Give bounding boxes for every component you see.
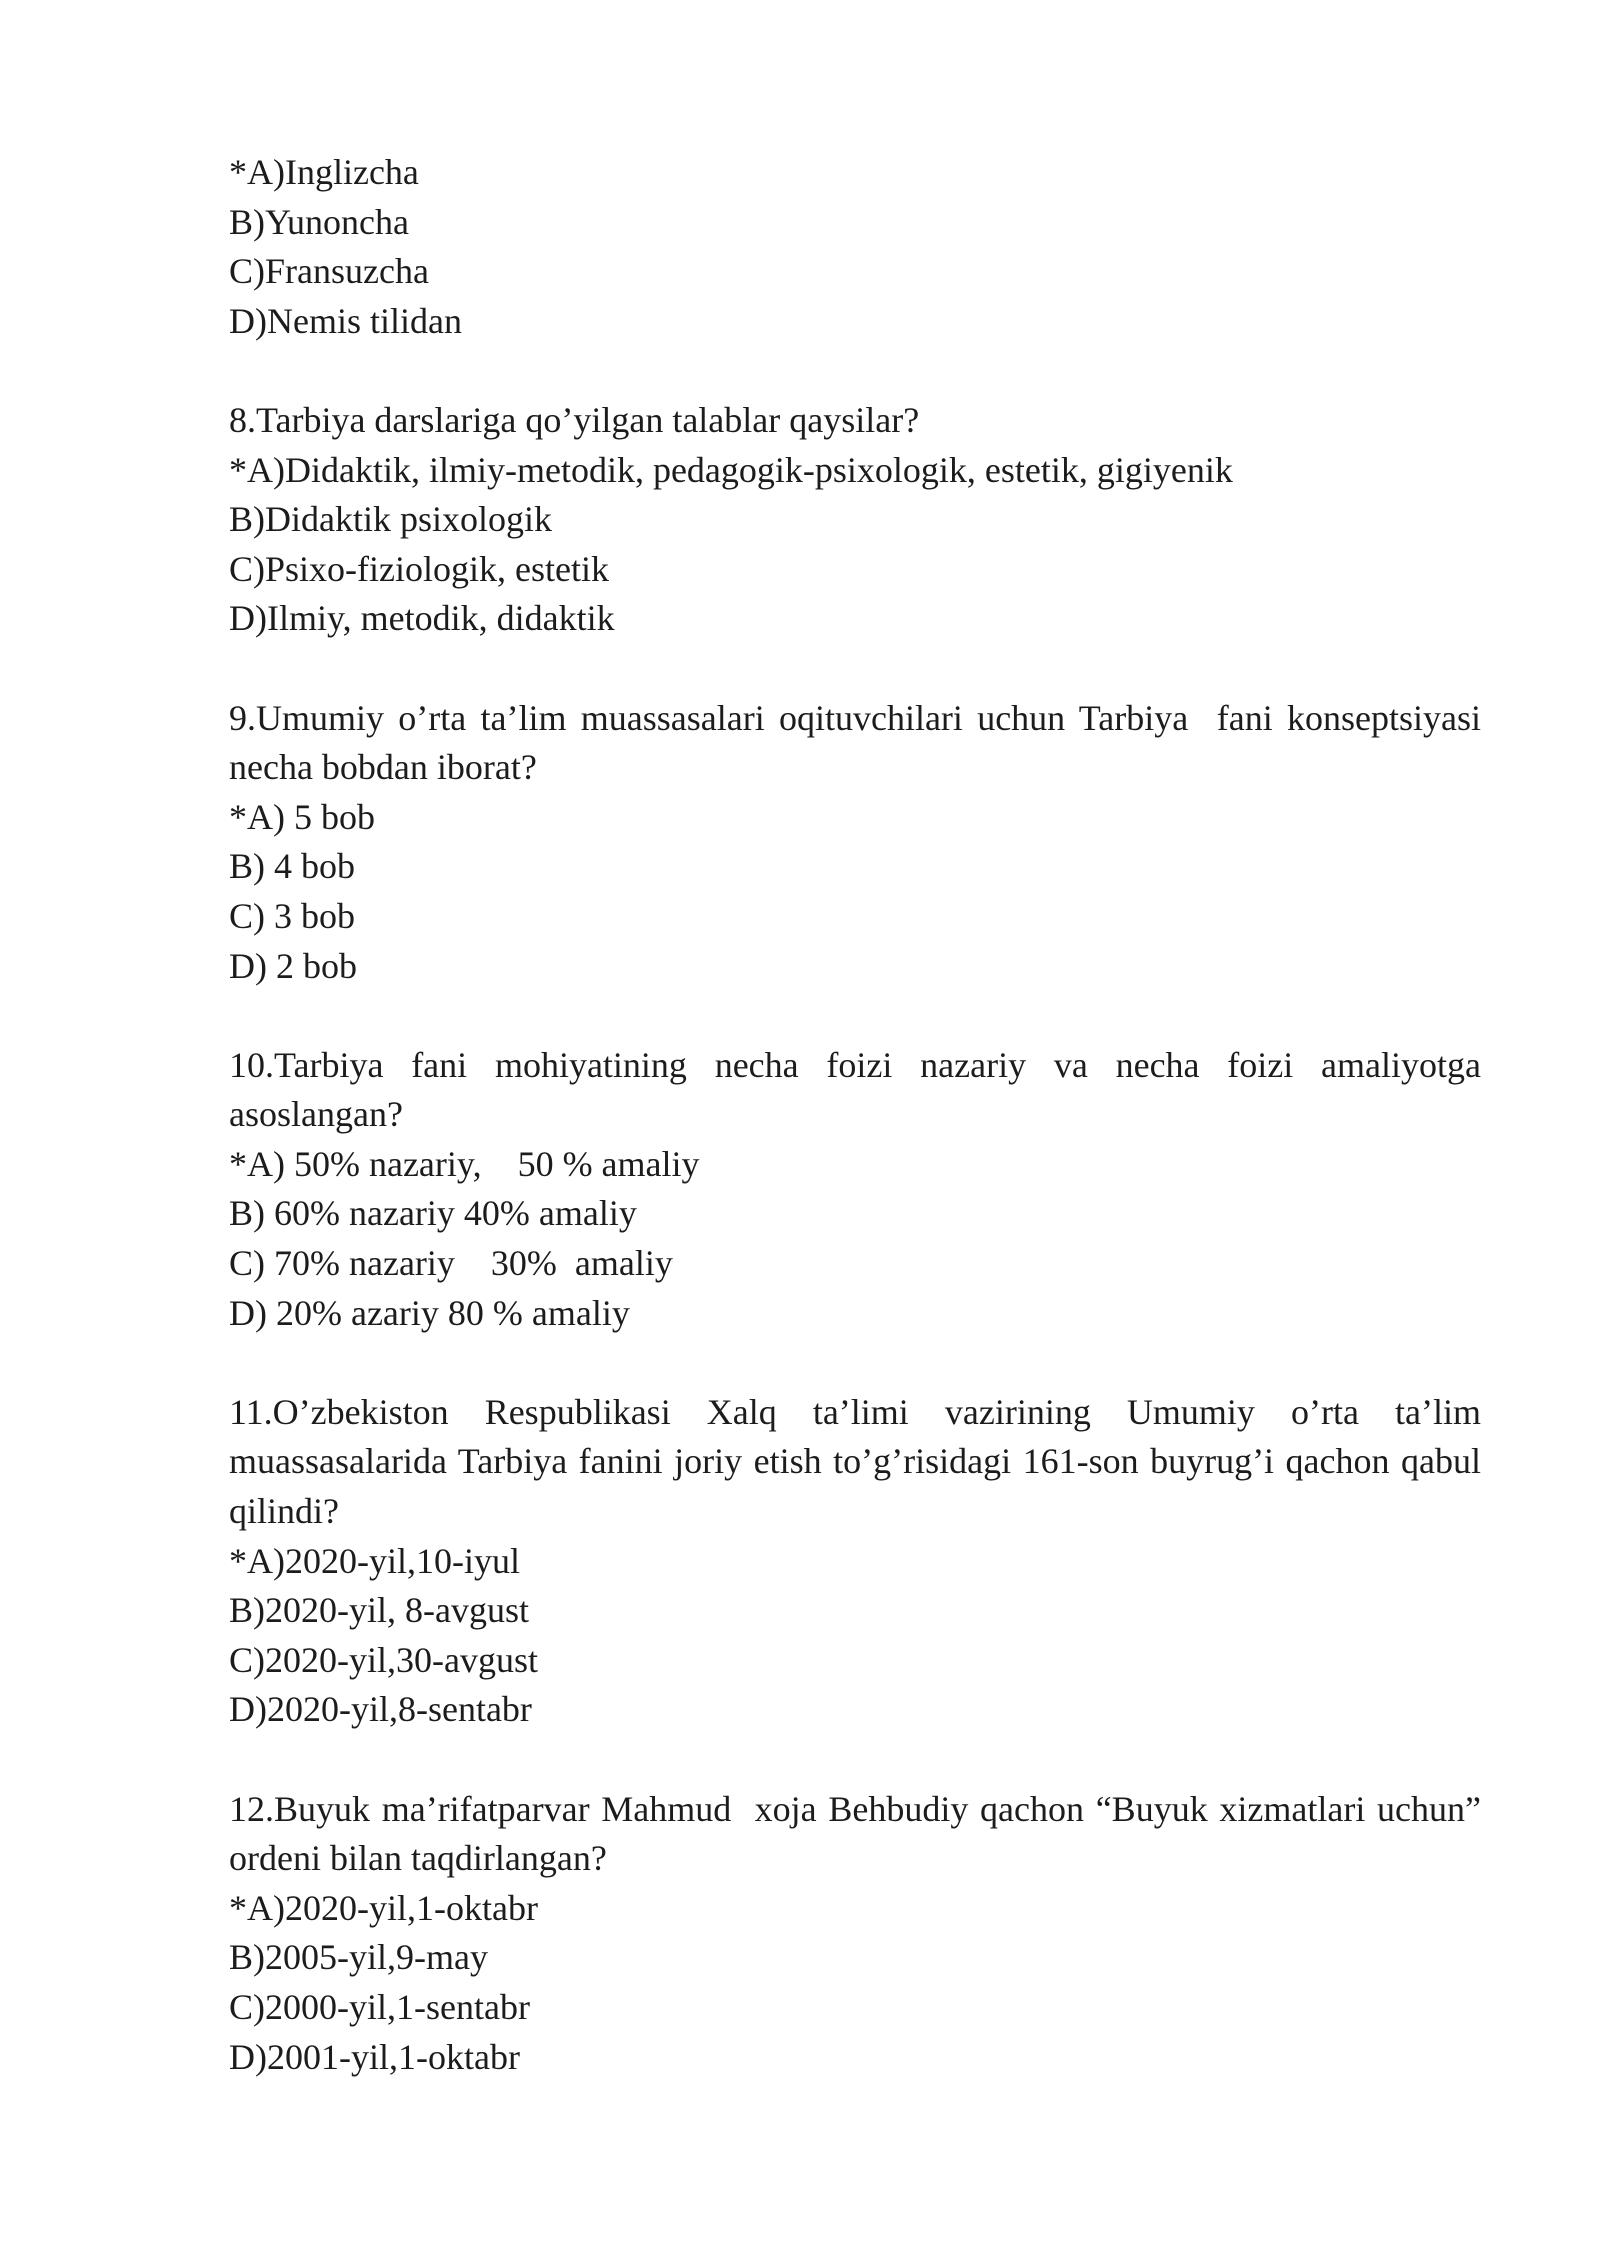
- option-b: B)Didaktik psixologik: [229, 499, 552, 540]
- option-a: *A) 5 bob: [229, 796, 375, 837]
- option-b: B)2005-yil,9-may: [229, 1937, 488, 1978]
- option-d: D)Ilmiy, metodik, didaktik: [229, 598, 615, 639]
- option-b: B) 4 bob: [229, 846, 355, 887]
- question-text: 10.Tarbiya fani mohiyatining necha foizi nazariy va necha foizi amaliyotga asoslangan?: [229, 1044, 1490, 1135]
- option-a: *A)2020-yil,10-iyul: [229, 1540, 520, 1581]
- question-block-11: [229, 1388, 1490, 1735]
- option-d: D) 2 bob: [229, 945, 357, 986]
- option-c: C) 3 bob: [229, 895, 355, 936]
- question-block-12: [229, 1785, 1490, 2083]
- option-b: B) 60% nazariy 40% amaliy: [229, 1193, 637, 1234]
- option-d: D) 20% azariy 80 % amaliy: [229, 1292, 630, 1333]
- question-text: 8.Tarbiya darslariga qo’yilgan talablar qaysilar?: [229, 399, 920, 440]
- option-a: *A)2020-yil,1-oktabr: [229, 1887, 538, 1928]
- document-page: [229, 148, 1490, 2132]
- option-a: *A)Inglizcha: [229, 152, 419, 192]
- option-d: D)Nemis tilidan: [229, 300, 462, 341]
- question-block-continued: [229, 148, 1481, 346]
- question-text: 12.Buyuk ma’rifatparvar Mahmud xoja Behbudiy qachon “Buyuk xizmatlari uchun” ordeni bilan taqdirlangan?: [229, 1788, 1490, 1879]
- question-block-10: [229, 1041, 1490, 1339]
- question-text: 11.O’zbekiston Respublikasi Xalq ta’limi vazirining Umumiy o’rta ta’lim muassasalarida Tarbiya fanini joriy etish to’g’risidagi 161-son buyrug’i qachon qabul qilindi?: [229, 1391, 1490, 1532]
- option-b: B)Yunoncha: [229, 201, 409, 242]
- option-d: D)2020-yil,8-sentabr: [229, 1689, 532, 1730]
- option-a: *A)Didaktik, ilmiy-metodik, pedagogik-psixologik, estetik, gigiyenik: [229, 449, 1233, 490]
- option-c: C)Fransuzcha: [229, 251, 429, 292]
- option-c: C) 70% nazariy 30% amaliy: [229, 1243, 673, 1284]
- question-block-9: [229, 694, 1490, 992]
- question-block-8: [229, 396, 1481, 644]
- option-c: C)2000-yil,1-sentabr: [229, 1986, 530, 2027]
- option-d: D)2001-yil,1-oktabr: [229, 2036, 520, 2077]
- option-b: B)2020-yil, 8-avgust: [229, 1590, 529, 1631]
- option-c: C)2020-yil,30-avgust: [229, 1639, 538, 1680]
- question-text: 9.Umumiy o’rta ta’lim muassasalari oqituvchilari uchun Tarbiya fani konseptsiyasi necha bobdan iborat?: [229, 697, 1490, 788]
- option-c: C)Psixo-fiziologik, estetik: [229, 548, 609, 589]
- option-a: *A) 50% nazariy, 50 % amaliy: [229, 1143, 700, 1184]
